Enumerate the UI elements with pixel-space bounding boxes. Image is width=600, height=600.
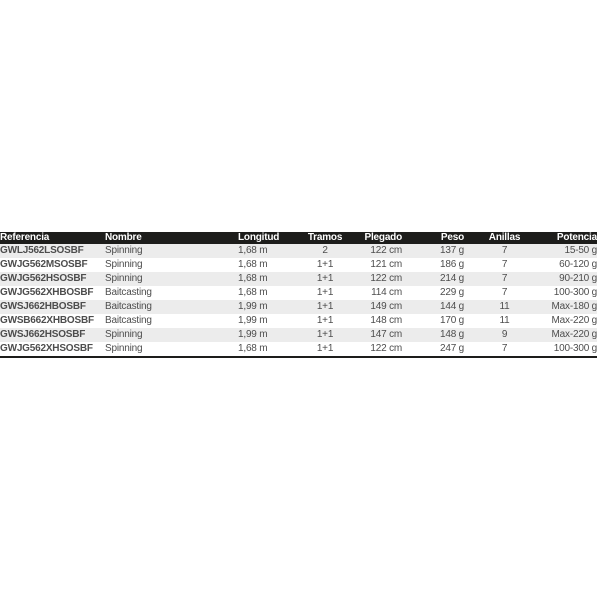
cell-tramos: 1+1	[316, 315, 334, 326]
cell-anillas: 7	[501, 287, 508, 298]
column-header-peso: Peso	[402, 232, 464, 244]
cell-tramos: 1+1	[316, 329, 334, 340]
cell-potencia: 15-50 g	[564, 245, 597, 256]
cell-longitud: 1,99 m	[238, 315, 268, 326]
cell-potencia: Max-220 g	[551, 315, 597, 326]
cell-plegado: 121 cm	[370, 259, 402, 270]
cell-plegado: 114 cm	[371, 287, 402, 298]
cell-tramos: 2	[322, 245, 328, 256]
cell-peso: 170 g	[439, 315, 464, 326]
column-header-potencia: Potencia	[545, 232, 597, 244]
cell-referencia: GWSJ662HBOSBF	[0, 301, 86, 312]
cell-nombre: Spinning	[105, 329, 143, 340]
cell-anillas: 11	[499, 301, 510, 312]
cell-longitud: 1,68 m	[238, 273, 268, 284]
table-row	[0, 286, 597, 300]
cell-plegado: 148 cm	[370, 315, 402, 326]
cell-peso: 144 g	[439, 301, 464, 312]
cell-referencia: GWJG562XHBOSBF	[0, 287, 94, 298]
table-header-row	[0, 232, 597, 244]
cell-potencia: 60-120 g	[559, 259, 597, 270]
spec-table-section	[0, 232, 597, 358]
cell-potencia: 100-300 g	[553, 343, 597, 354]
cell-peso: 186 g	[439, 259, 464, 270]
cell-nombre: Spinning	[105, 245, 143, 256]
cell-nombre: Baitcasting	[105, 301, 152, 312]
cell-nombre: Spinning	[105, 343, 143, 354]
cell-longitud: 1,99 m	[238, 329, 268, 340]
column-header-anillas: Anillas	[464, 232, 545, 244]
cell-potencia: Max-180 g	[551, 301, 597, 312]
cell-potencia: Max-220 g	[551, 329, 597, 340]
cell-referencia: GWSB662XHBOSBF	[0, 315, 94, 326]
cell-longitud: 1,68 m	[238, 343, 268, 354]
cell-referencia: GWLJ562LSOSBF	[0, 245, 84, 256]
table-body	[0, 244, 597, 357]
cell-plegado: 122 cm	[370, 343, 402, 354]
table-row	[0, 272, 597, 286]
cell-longitud: 1,68 m	[238, 287, 268, 298]
cell-anillas: 11	[499, 315, 510, 326]
cell-plegado: 149 cm	[370, 301, 402, 312]
cell-anillas: 7	[501, 259, 508, 270]
cell-longitud: 1,68 m	[238, 259, 268, 270]
table-row	[0, 328, 597, 342]
cell-anillas: 9	[501, 329, 508, 340]
column-header-referencia: Referencia	[0, 232, 105, 244]
cell-potencia: 90-210 g	[559, 273, 597, 284]
cell-peso: 229 g	[439, 287, 464, 298]
table-row	[0, 314, 597, 328]
cell-tramos: 1+1	[316, 343, 334, 354]
cell-referencia: GWJG562MSOSBF	[0, 259, 88, 270]
rod-specifications-table	[0, 232, 597, 358]
table-row	[0, 244, 597, 258]
cell-nombre: Baitcasting	[105, 287, 152, 298]
cell-anillas: 7	[501, 343, 508, 354]
table-row	[0, 300, 597, 314]
column-header-plegado: Plegado	[345, 232, 402, 244]
column-header-tramos: Tramos	[305, 232, 345, 244]
cell-anillas: 7	[501, 273, 508, 284]
cell-referencia: GWJG562HSOSBF	[0, 273, 87, 284]
cell-peso: 214 g	[439, 273, 464, 284]
cell-nombre: Baitcasting	[105, 315, 152, 326]
cell-plegado: 122 cm	[370, 245, 402, 256]
cell-referencia: GWSJ662HSOSBF	[0, 329, 86, 340]
table-row	[0, 342, 597, 357]
cell-tramos: 1+1	[316, 287, 334, 298]
table-row	[0, 258, 597, 272]
column-header-nombre: Nombre	[105, 232, 238, 244]
cell-plegado: 147 cm	[370, 329, 402, 340]
cell-plegado: 122 cm	[370, 273, 402, 284]
column-header-longitud: Longitud	[238, 232, 305, 244]
cell-tramos: 1+1	[316, 273, 334, 284]
cell-potencia: 100-300 g	[553, 287, 597, 298]
cell-peso: 137 g	[439, 245, 464, 256]
cell-nombre: Spinning	[105, 273, 143, 284]
cell-anillas: 7	[501, 245, 508, 256]
cell-peso: 247 g	[439, 343, 464, 354]
cell-nombre: Spinning	[105, 259, 143, 270]
cell-peso: 148 g	[439, 329, 464, 340]
cell-longitud: 1,99 m	[238, 301, 268, 312]
cell-tramos: 1+1	[316, 259, 334, 270]
cell-tramos: 1+1	[316, 301, 334, 312]
cell-referencia: GWJG562XHSOSBF	[0, 343, 93, 354]
cell-longitud: 1,68 m	[238, 245, 268, 256]
